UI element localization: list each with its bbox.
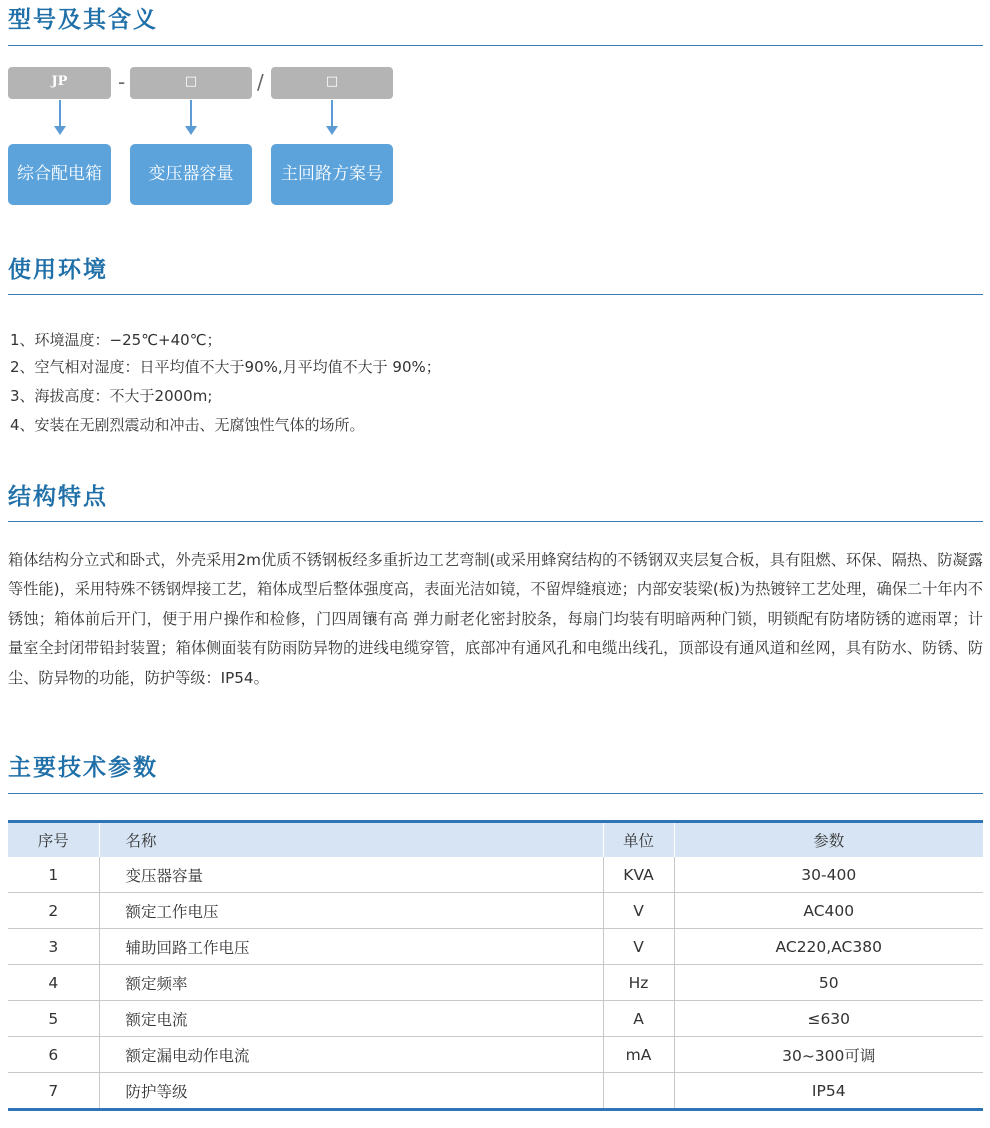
meaning-box-capacity: 变压器容量 [130, 144, 252, 205]
header-index: 序号 [8, 822, 99, 858]
meaning-box-distribution: 综合配电箱 [8, 144, 111, 205]
environment-item: 3、海拔高度：不大于2000m; [10, 387, 213, 405]
cell-unit: KVA [603, 857, 674, 893]
table-row [8, 1037, 983, 1073]
section-title-structure: 结构特点 [8, 484, 108, 510]
structure-paragraph: 箱体结构分立式和卧式，外壳采用2m优质不锈钢板经多重折边工艺弯制(或采用蜂窝结构的不锈钢双夹层复合板，具有阻燃、环保、隔热、防凝露等性能)，采用特殊不锈钢焊接工艺，箱体成型后整体强度高，表面光洁如镜，不留焊缝痕迹；内部安装梁(板)为热镀锌工艺处理，确保二十年内不锈蚀；箱体前后开门，便于用户操作和检修，门四周镶有高 弹力耐老化密封胶条，每扇门均装有明暗两种门锁，明锁配有防堵防锈的遮雨罩；计量室全封闭带铅封装置；箱体侧面装有防雨防异物的进线电缆穿管，底部冲有通风孔和电缆出线孔，顶部设有通风道和丝网，具有防水、防锈、防尘、防异物的功能，防护等级：IP54。 [8, 551, 983, 687]
cell-value: ≤630 [674, 1001, 983, 1037]
cell-name: 变压器容量 [99, 857, 603, 893]
separator-dash: - [118, 70, 126, 94]
section-title-params: 主要技术参数 [8, 755, 158, 781]
cell-name: 额定工作电压 [99, 893, 603, 929]
cell-unit: V [603, 929, 674, 965]
section-rule [8, 294, 983, 295]
cell-index: 1 [8, 857, 99, 893]
cell-unit: A [603, 1001, 674, 1037]
arrow-down-icon [185, 100, 197, 140]
section-rule [8, 521, 983, 522]
cell-name: 防护等级 [99, 1073, 603, 1110]
header-unit: 单位 [603, 822, 674, 858]
cell-unit [603, 1073, 674, 1110]
cell-value: AC220,AC380 [674, 929, 983, 965]
table-row [8, 965, 983, 1001]
environment-item: 2、空气相对湿度：日平均值不大于90%,月平均值不大于 90%； [10, 358, 441, 376]
arrow-down-icon [54, 100, 66, 140]
header-value: 参数 [674, 822, 983, 858]
cell-index: 4 [8, 965, 99, 1001]
table-row [8, 1073, 983, 1110]
meaning-box-scheme: 主回路方案号 [271, 144, 393, 205]
cell-index: 5 [8, 1001, 99, 1037]
cell-name: 额定漏电动作电流 [99, 1037, 603, 1073]
table-row [8, 857, 983, 893]
cell-name: 辅助回路工作电压 [99, 929, 603, 965]
table-header-row [8, 822, 983, 858]
code-box-jp: JP [8, 67, 111, 99]
cell-index: 2 [8, 893, 99, 929]
params-table [8, 820, 983, 1111]
environment-item: 1、环境温度：−25℃+40℃； [10, 331, 222, 349]
table-row [8, 929, 983, 965]
cell-index: 3 [8, 929, 99, 965]
cell-unit: V [603, 893, 674, 929]
code-box-capacity: □ [130, 67, 252, 99]
table-row [8, 1001, 983, 1037]
cell-unit: Hz [603, 965, 674, 1001]
cell-unit: mA [603, 1037, 674, 1073]
environment-item: 4、安装在无剧烈震动和冲击、无腐蚀性气体的场所。 [10, 416, 365, 434]
header-name: 名称 [99, 822, 603, 858]
code-box-scheme: □ [271, 67, 393, 99]
section-rule [8, 45, 983, 46]
section-rule [8, 793, 983, 794]
cell-value: AC400 [674, 893, 983, 929]
cell-name: 额定频率 [99, 965, 603, 1001]
cell-value: 50 [674, 965, 983, 1001]
cell-value: 30-400 [674, 857, 983, 893]
separator-slash: / [257, 70, 264, 94]
cell-name: 额定电流 [99, 1001, 603, 1037]
cell-value: 30~300可调 [674, 1037, 983, 1073]
cell-value: IP54 [674, 1073, 983, 1110]
cell-index: 6 [8, 1037, 99, 1073]
table-row [8, 893, 983, 929]
cell-index: 7 [8, 1073, 99, 1110]
section-title-model: 型号及其含义 [8, 7, 158, 33]
section-title-environment: 使用环境 [8, 257, 108, 283]
arrow-down-icon [326, 100, 338, 140]
